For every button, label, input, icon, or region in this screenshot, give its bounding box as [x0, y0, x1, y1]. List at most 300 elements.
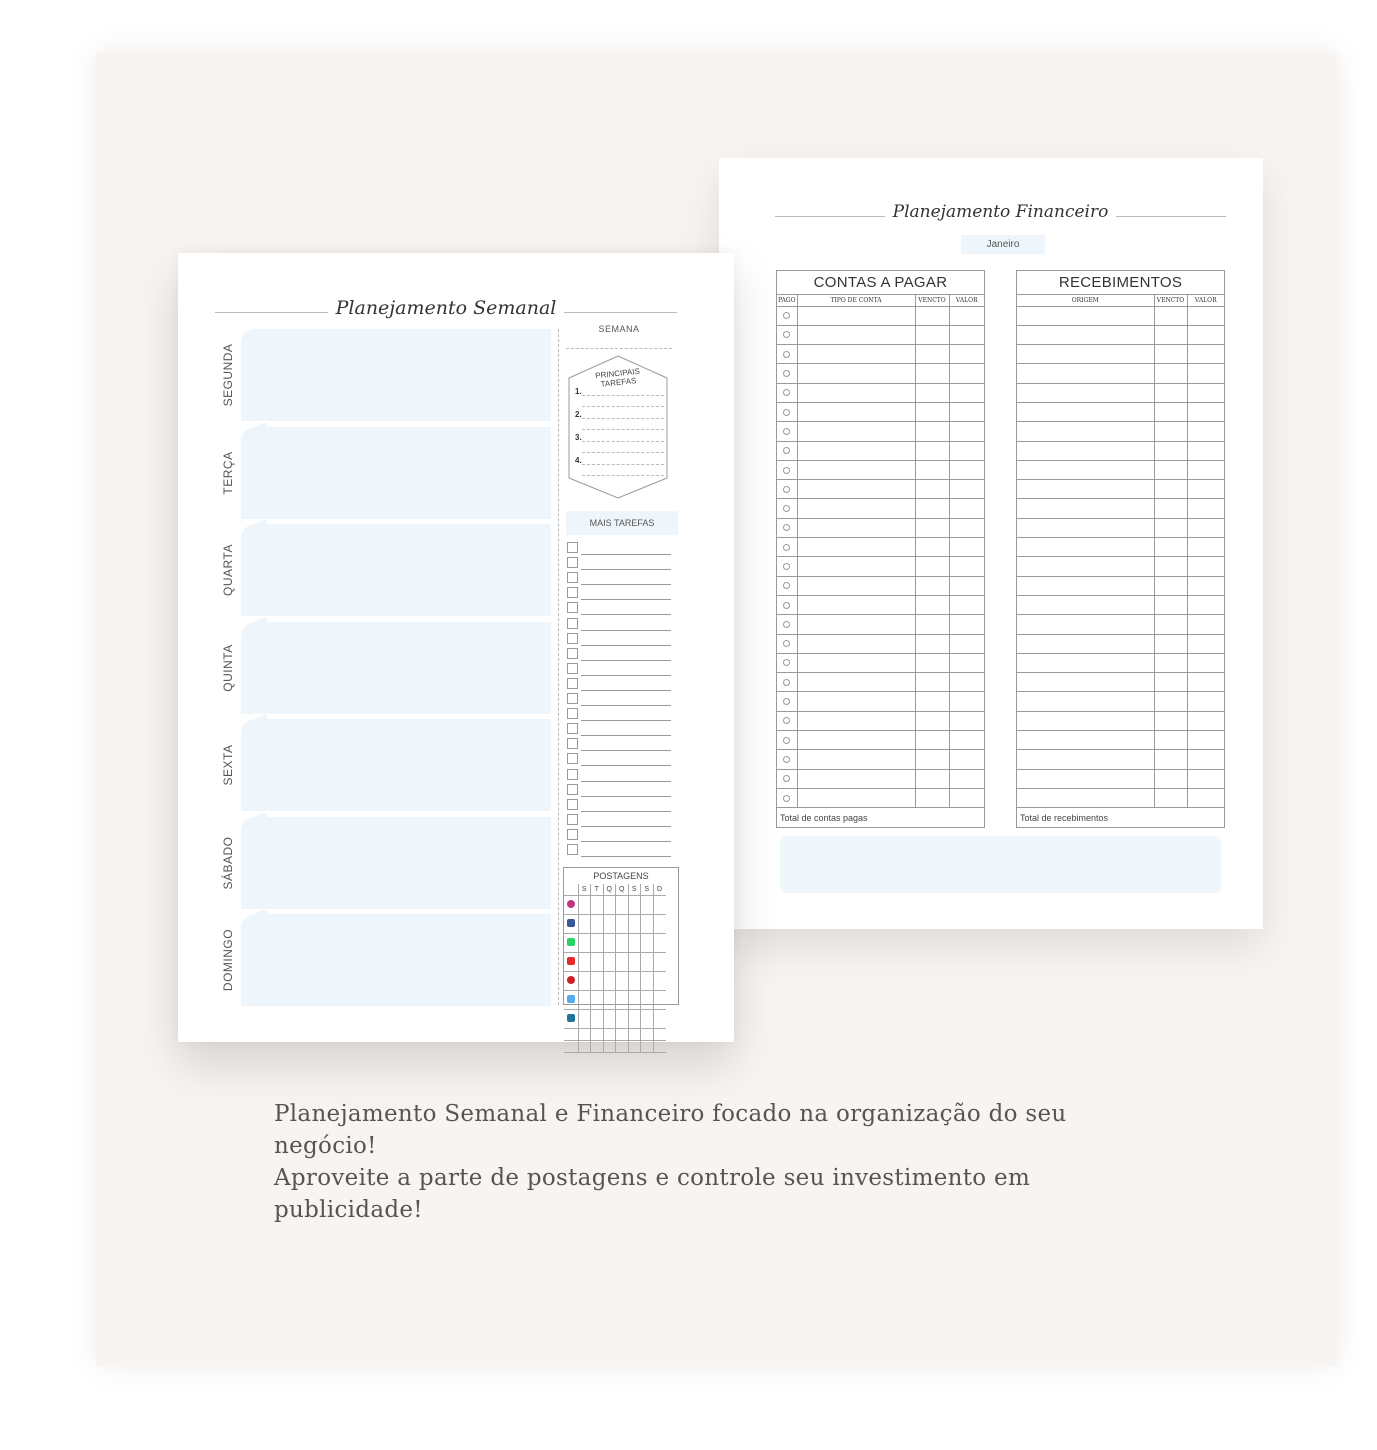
post-cell[interactable]	[641, 1009, 654, 1028]
post-cell[interactable]	[653, 895, 666, 914]
post-cell[interactable]	[591, 952, 604, 971]
table-cell[interactable]	[797, 499, 915, 518]
post-cell[interactable]	[628, 914, 641, 933]
table-cell[interactable]	[949, 692, 984, 711]
post-cell[interactable]	[616, 895, 629, 914]
table-cell[interactable]	[1187, 441, 1224, 460]
table-cell[interactable]	[1154, 402, 1187, 421]
table-cell[interactable]	[1187, 692, 1224, 711]
table-cell[interactable]	[1187, 480, 1224, 499]
table-cell[interactable]	[1154, 383, 1187, 402]
paid-cell[interactable]	[777, 325, 797, 344]
checkbox[interactable]	[567, 738, 578, 749]
column-header: TIPO DE CONTA	[797, 295, 915, 306]
post-cell[interactable]	[578, 952, 591, 971]
table-cell[interactable]	[1187, 306, 1224, 325]
table-cell[interactable]	[1187, 731, 1224, 750]
table-cell[interactable]	[797, 750, 915, 769]
table-cell[interactable]	[949, 325, 984, 344]
paid-circle-icon[interactable]	[783, 582, 790, 589]
paid-circle-icon[interactable]	[783, 486, 790, 493]
table-cell[interactable]	[1187, 538, 1224, 557]
table-cell[interactable]	[1154, 653, 1187, 672]
post-cell[interactable]	[603, 952, 616, 971]
table-cell[interactable]	[949, 538, 984, 557]
table-cell[interactable]	[1017, 518, 1154, 537]
post-cell[interactable]	[591, 990, 604, 1009]
checkbox[interactable]	[567, 678, 578, 689]
table-cell[interactable]	[949, 306, 984, 325]
table-cell[interactable]	[1154, 711, 1187, 730]
table-cell[interactable]	[915, 557, 949, 576]
checkbox[interactable]	[567, 542, 578, 553]
checkbox[interactable]	[567, 723, 578, 734]
table-cell[interactable]	[1154, 788, 1187, 807]
checkbox[interactable]	[567, 663, 578, 674]
post-cell[interactable]	[591, 895, 604, 914]
table-cell[interactable]	[1187, 615, 1224, 634]
paid-cell[interactable]	[777, 576, 797, 595]
post-cell[interactable]	[578, 1009, 591, 1028]
table-cell[interactable]	[915, 499, 949, 518]
paid-cell[interactable]	[777, 480, 797, 499]
post-cell[interactable]	[641, 933, 654, 952]
table-cell[interactable]	[949, 383, 984, 402]
table-cell[interactable]	[1017, 634, 1154, 653]
paid-circle-icon[interactable]	[783, 737, 790, 744]
post-cell[interactable]	[628, 1028, 641, 1040]
post-cell[interactable]	[591, 1028, 604, 1040]
post-cell[interactable]	[641, 895, 654, 914]
post-cell[interactable]	[578, 1028, 591, 1040]
checkbox[interactable]	[567, 693, 578, 704]
post-cell[interactable]	[653, 914, 666, 933]
table-cell[interactable]	[797, 383, 915, 402]
table-cell[interactable]	[1017, 788, 1154, 807]
table-cell[interactable]	[1187, 402, 1224, 421]
network-cell	[564, 895, 578, 914]
table-cell[interactable]	[1017, 306, 1154, 325]
paid-cell[interactable]	[777, 383, 797, 402]
table-cell[interactable]	[949, 441, 984, 460]
table-cell[interactable]	[1154, 364, 1187, 383]
checkbox[interactable]	[567, 769, 578, 780]
table-cell[interactable]	[949, 653, 984, 672]
paid-cell[interactable]	[777, 345, 797, 364]
table-cell[interactable]	[1017, 750, 1154, 769]
table-cell[interactable]	[1154, 460, 1187, 479]
table-cell[interactable]	[797, 480, 915, 499]
post-cell[interactable]	[616, 952, 629, 971]
paid-circle-icon[interactable]	[783, 563, 790, 570]
table-cell[interactable]	[949, 731, 984, 750]
post-cell[interactable]	[578, 895, 591, 914]
post-cell[interactable]	[578, 990, 591, 1009]
table-cell[interactable]	[915, 518, 949, 537]
table-cell[interactable]	[915, 480, 949, 499]
table-row	[777, 441, 984, 460]
table-cell[interactable]	[1017, 480, 1154, 499]
post-cell[interactable]	[653, 1040, 666, 1052]
post-cell[interactable]	[653, 1009, 666, 1028]
post-cell[interactable]	[603, 1028, 616, 1040]
table-cell[interactable]	[915, 538, 949, 557]
table-cell[interactable]	[915, 769, 949, 788]
paid-circle-icon[interactable]	[783, 524, 790, 531]
post-cell[interactable]	[641, 914, 654, 933]
table-cell[interactable]	[797, 538, 915, 557]
table-cell[interactable]	[949, 673, 984, 692]
checkbox[interactable]	[567, 829, 578, 840]
paid-cell[interactable]	[777, 595, 797, 614]
table-cell[interactable]	[797, 364, 915, 383]
post-cell[interactable]	[653, 971, 666, 990]
table-cell[interactable]	[915, 595, 949, 614]
table-cell[interactable]	[1017, 364, 1154, 383]
table-cell[interactable]	[915, 422, 949, 441]
table-cell[interactable]	[1187, 325, 1224, 344]
paid-circle-icon[interactable]	[783, 679, 790, 686]
table-cell[interactable]	[1017, 499, 1154, 518]
post-cell[interactable]	[653, 952, 666, 971]
paid-cell[interactable]	[777, 499, 797, 518]
post-cell[interactable]	[616, 1009, 629, 1028]
post-cell[interactable]	[616, 1040, 629, 1052]
table-cell[interactable]	[797, 518, 915, 537]
paid-circle-icon[interactable]	[783, 640, 790, 647]
table-cell[interactable]	[797, 557, 915, 576]
post-cell[interactable]	[591, 971, 604, 990]
table-cell[interactable]	[915, 345, 949, 364]
table-cell[interactable]	[1154, 576, 1187, 595]
table-cell[interactable]	[1154, 538, 1187, 557]
table-cell[interactable]	[797, 402, 915, 421]
table-cell[interactable]	[949, 460, 984, 479]
table-cell[interactable]	[1154, 518, 1187, 537]
table-cell[interactable]	[797, 711, 915, 730]
post-cell[interactable]	[653, 990, 666, 1009]
paid-circle-icon[interactable]	[783, 544, 790, 551]
table-cell[interactable]	[1154, 557, 1187, 576]
post-cell[interactable]	[578, 914, 591, 933]
table-cell[interactable]	[1154, 441, 1187, 460]
paid-circle-icon[interactable]	[783, 775, 790, 782]
table-cell[interactable]	[1017, 673, 1154, 692]
post-cell[interactable]	[628, 990, 641, 1009]
table-cell[interactable]	[915, 731, 949, 750]
checkbox[interactable]	[567, 708, 578, 719]
table-cell[interactable]	[797, 595, 915, 614]
table-cell[interactable]	[949, 788, 984, 807]
table-cell[interactable]	[1154, 499, 1187, 518]
paid-cell[interactable]	[777, 711, 797, 730]
post-cell[interactable]	[616, 914, 629, 933]
table-cell[interactable]	[1017, 615, 1154, 634]
table-cell[interactable]	[915, 460, 949, 479]
day-header: S	[628, 884, 641, 895]
table-cell[interactable]	[1187, 518, 1224, 537]
post-cell[interactable]	[628, 971, 641, 990]
table-cell[interactable]	[1017, 653, 1154, 672]
paid-cell[interactable]	[777, 538, 797, 557]
table-cell[interactable]	[915, 306, 949, 325]
post-cell[interactable]	[591, 1009, 604, 1028]
paid-cell[interactable]	[777, 441, 797, 460]
paid-cell[interactable]	[777, 557, 797, 576]
checkbox[interactable]	[567, 618, 578, 629]
table-cell[interactable]	[797, 306, 915, 325]
table-cell[interactable]	[949, 499, 984, 518]
post-cell[interactable]	[641, 1028, 654, 1040]
table-cell[interactable]	[915, 788, 949, 807]
table-cell[interactable]	[949, 422, 984, 441]
table-cell[interactable]	[949, 769, 984, 788]
table-cell[interactable]	[1017, 460, 1154, 479]
table-row	[1017, 634, 1224, 653]
table-cell[interactable]	[1187, 769, 1224, 788]
table-cell[interactable]	[797, 731, 915, 750]
table-cell[interactable]	[1017, 576, 1154, 595]
post-cell[interactable]	[578, 933, 591, 952]
paid-cell[interactable]	[777, 306, 797, 325]
table-cell[interactable]	[797, 576, 915, 595]
checkbox[interactable]	[567, 633, 578, 644]
table-cell[interactable]	[1187, 595, 1224, 614]
post-cell[interactable]	[628, 933, 641, 952]
post-cell[interactable]	[641, 952, 654, 971]
table-cell[interactable]	[1017, 383, 1154, 402]
post-cell[interactable]	[603, 933, 616, 952]
table-cell[interactable]	[1154, 325, 1187, 344]
table-cell[interactable]	[915, 653, 949, 672]
table-cell[interactable]	[1154, 422, 1187, 441]
post-cell[interactable]	[641, 971, 654, 990]
table-cell[interactable]	[1154, 480, 1187, 499]
post-cell[interactable]	[616, 990, 629, 1009]
table-cell[interactable]	[1187, 345, 1224, 364]
post-cell[interactable]	[578, 1040, 591, 1052]
table-cell[interactable]	[1154, 673, 1187, 692]
posts-row	[564, 1009, 678, 1028]
post-cell[interactable]	[653, 933, 666, 952]
table-cell[interactable]	[1187, 557, 1224, 576]
paid-cell[interactable]	[777, 673, 797, 692]
table-cell[interactable]	[1017, 769, 1154, 788]
post-cell[interactable]	[641, 1040, 654, 1052]
table-cell[interactable]	[915, 634, 949, 653]
table-cell[interactable]	[915, 615, 949, 634]
table-cell[interactable]	[915, 364, 949, 383]
post-cell[interactable]	[628, 952, 641, 971]
post-cell[interactable]	[591, 933, 604, 952]
table-cell[interactable]	[1154, 769, 1187, 788]
paid-circle-icon[interactable]	[783, 428, 790, 435]
post-cell[interactable]	[628, 1040, 641, 1052]
paid-circle-icon[interactable]	[783, 621, 790, 628]
table-cell[interactable]	[1187, 576, 1224, 595]
paid-circle-icon[interactable]	[783, 756, 790, 763]
post-cell[interactable]	[628, 895, 641, 914]
table-cell[interactable]	[949, 576, 984, 595]
post-cell[interactable]	[591, 914, 604, 933]
paid-circle-icon[interactable]	[783, 409, 790, 416]
post-cell[interactable]	[603, 971, 616, 990]
table-cell[interactable]	[949, 518, 984, 537]
table-cell[interactable]	[915, 750, 949, 769]
table-cell[interactable]	[915, 441, 949, 460]
table-cell[interactable]	[797, 325, 915, 344]
post-cell[interactable]	[616, 933, 629, 952]
table-cell[interactable]	[1187, 673, 1224, 692]
table-cell[interactable]	[1154, 634, 1187, 653]
table-cell[interactable]	[1154, 692, 1187, 711]
table-cell[interactable]	[949, 480, 984, 499]
checkbox[interactable]	[567, 572, 578, 583]
paid-circle-icon[interactable]	[783, 602, 790, 609]
paid-circle-icon[interactable]	[783, 389, 790, 396]
paid-cell[interactable]	[777, 634, 797, 653]
post-cell[interactable]	[616, 971, 629, 990]
table-cell[interactable]	[915, 673, 949, 692]
table-cell[interactable]	[1154, 306, 1187, 325]
paid-circle-icon[interactable]	[783, 659, 790, 666]
paid-cell[interactable]	[777, 402, 797, 421]
paid-cell[interactable]	[777, 364, 797, 383]
table-cell[interactable]	[797, 653, 915, 672]
paid-circle-icon[interactable]	[783, 312, 790, 319]
paid-circle-icon[interactable]	[783, 717, 790, 724]
paid-cell[interactable]	[777, 692, 797, 711]
table-cell[interactable]	[949, 634, 984, 653]
paid-circle-icon[interactable]	[783, 698, 790, 705]
paid-cell[interactable]	[777, 731, 797, 750]
table-cell[interactable]	[1017, 325, 1154, 344]
post-cell[interactable]	[603, 914, 616, 933]
table-cell[interactable]	[1017, 441, 1154, 460]
paid-cell[interactable]	[777, 422, 797, 441]
paid-cell[interactable]	[777, 653, 797, 672]
table-cell[interactable]	[1154, 595, 1187, 614]
checkbox[interactable]	[567, 587, 578, 598]
paid-circle-icon[interactable]	[783, 351, 790, 358]
checkbox[interactable]	[567, 753, 578, 764]
table-cell[interactable]	[1187, 788, 1224, 807]
table-cell[interactable]	[1017, 345, 1154, 364]
table-cell[interactable]	[797, 422, 915, 441]
table-cell[interactable]	[915, 692, 949, 711]
table-cell[interactable]	[797, 634, 915, 653]
post-cell[interactable]	[628, 1009, 641, 1028]
table-cell[interactable]	[1017, 711, 1154, 730]
post-cell[interactable]	[578, 971, 591, 990]
table-cell[interactable]	[797, 460, 915, 479]
post-cell[interactable]	[641, 990, 654, 1009]
table-cell[interactable]	[915, 325, 949, 344]
post-cell[interactable]	[603, 1040, 616, 1052]
table-cell[interactable]	[915, 576, 949, 595]
table-cell[interactable]	[915, 383, 949, 402]
table-cell[interactable]	[1187, 383, 1224, 402]
table-cell[interactable]	[949, 557, 984, 576]
table-cell[interactable]	[949, 595, 984, 614]
checkbox[interactable]	[567, 557, 578, 568]
post-cell[interactable]	[591, 1040, 604, 1052]
post-cell[interactable]	[603, 990, 616, 1009]
checkbox[interactable]	[567, 814, 578, 825]
checkbox[interactable]	[567, 648, 578, 659]
checkbox[interactable]	[567, 844, 578, 855]
table-cell[interactable]	[1187, 364, 1224, 383]
table-cell[interactable]	[949, 345, 984, 364]
table-cell[interactable]	[1187, 499, 1224, 518]
paid-cell[interactable]	[777, 750, 797, 769]
table-cell[interactable]	[1154, 750, 1187, 769]
table-cell[interactable]	[949, 750, 984, 769]
table-cell[interactable]	[949, 711, 984, 730]
table-cell[interactable]	[915, 402, 949, 421]
post-cell[interactable]	[603, 1009, 616, 1028]
table-cell[interactable]	[915, 711, 949, 730]
table-cell[interactable]	[797, 788, 915, 807]
table-cell[interactable]	[1187, 711, 1224, 730]
table-cell[interactable]	[797, 615, 915, 634]
table-cell[interactable]	[1017, 692, 1154, 711]
paid-cell[interactable]	[777, 518, 797, 537]
table-cell[interactable]	[1017, 538, 1154, 557]
table-cell[interactable]	[1187, 750, 1224, 769]
paid-circle-icon[interactable]	[783, 331, 790, 338]
paid-circle-icon[interactable]	[783, 505, 790, 512]
table-cell[interactable]	[1154, 615, 1187, 634]
paid-cell[interactable]	[777, 615, 797, 634]
table-cell[interactable]	[1187, 653, 1224, 672]
table-cell[interactable]	[1154, 345, 1187, 364]
paid-circle-icon[interactable]	[783, 795, 790, 802]
table-cell[interactable]	[1017, 595, 1154, 614]
paid-cell[interactable]	[777, 460, 797, 479]
table-cell[interactable]	[949, 615, 984, 634]
table-cell[interactable]	[797, 673, 915, 692]
table-cell[interactable]	[797, 769, 915, 788]
table-cell[interactable]	[1187, 422, 1224, 441]
table-cell[interactable]	[949, 402, 984, 421]
paid-circle-icon[interactable]	[783, 370, 790, 377]
table-cell[interactable]	[949, 364, 984, 383]
paid-circle-icon[interactable]	[783, 447, 790, 454]
checkbox[interactable]	[567, 784, 578, 795]
table-cell[interactable]	[797, 692, 915, 711]
table-cell[interactable]	[1017, 422, 1154, 441]
paid-cell[interactable]	[777, 769, 797, 788]
table-cell[interactable]	[1017, 731, 1154, 750]
post-cell[interactable]	[653, 1028, 666, 1040]
checkbox[interactable]	[567, 799, 578, 810]
table-cell[interactable]	[1154, 731, 1187, 750]
paid-cell[interactable]	[777, 788, 797, 807]
table-cell[interactable]	[1187, 460, 1224, 479]
post-cell[interactable]	[603, 895, 616, 914]
table-cell[interactable]	[1017, 557, 1154, 576]
table-cell[interactable]	[1187, 634, 1224, 653]
table-cell[interactable]	[797, 441, 915, 460]
table-cell[interactable]	[1017, 402, 1154, 421]
paid-circle-icon[interactable]	[783, 467, 790, 474]
table-row	[1017, 345, 1224, 364]
post-cell[interactable]	[616, 1028, 629, 1040]
table-cell[interactable]	[797, 345, 915, 364]
caption-line-2: Aproveite a parte de postagens e controle seu investimento em publicidade!	[274, 1165, 1031, 1223]
checkbox[interactable]	[567, 602, 578, 613]
